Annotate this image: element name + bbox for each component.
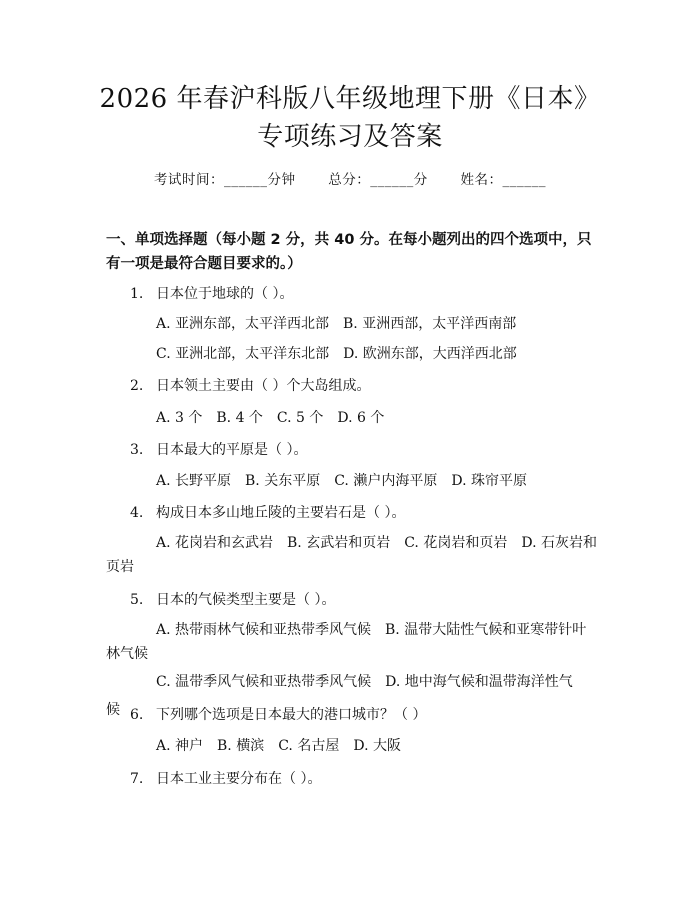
question-2-options [106, 404, 600, 432]
option-c: C. 温带季风气候和亚热带季风气候 [156, 674, 372, 690]
option-b: B. 亚洲西部，太平洋西南部 [343, 316, 517, 332]
option-c: C. 名古屋 [278, 738, 340, 754]
question-4-options [106, 531, 600, 579]
exam-time-field: 考试时间：______分钟 [153, 172, 296, 188]
option-b: B. 温带大陆性气候和亚寒带针叶林气候 [106, 622, 587, 662]
option-b: B. 关东平原 [245, 473, 321, 489]
option-d: D. 欧洲东部，大西洋西北部 [343, 346, 517, 362]
exam-meta [0, 168, 700, 188]
option-b: B. 4 个 [216, 410, 263, 426]
option-c: C. 濑户内海平原 [334, 473, 438, 489]
option-a: A. 亚洲东部，太平洋西北部 [156, 316, 330, 332]
question-4 [106, 501, 600, 525]
option-a: A. 热带雨林气候和亚热带季风气候 [156, 622, 372, 638]
question-text: 日本的气候类型主要是（ ）。 [156, 592, 336, 608]
total-score-field: 总分：______分 [328, 172, 428, 188]
question-text: 构成日本多山地丘陵的主要岩石是（ ）。 [156, 505, 406, 521]
question-number: 7. [130, 771, 144, 787]
question-7 [106, 767, 600, 791]
question-6 [106, 703, 600, 727]
question-text: 日本工业主要分布在（ ）。 [156, 771, 322, 787]
question-3-options [106, 467, 600, 495]
question-text: 日本位于地球的（ ）。 [156, 286, 294, 302]
option-c: C. 5 个 [276, 410, 324, 426]
question-number: 1. [130, 286, 144, 302]
question-1 [106, 282, 600, 306]
document-title: 2026 年春沪科版八年级地理下册《日本》专项练习及答案 [99, 84, 601, 152]
option-a: A. 花岗岩和玄武岩 [156, 535, 274, 551]
option-d: D. 珠帘平原 [451, 473, 527, 489]
question-2 [106, 374, 600, 398]
option-a: A. 神户 [156, 738, 204, 754]
question-5 [106, 588, 600, 612]
name-field: 姓名：______ [460, 172, 547, 188]
question-number: 2. [130, 378, 144, 394]
question-3 [106, 438, 600, 462]
question-text: 日本最大的平原是（ ）。 [156, 442, 308, 458]
option-c: C. 花岗岩和页岩 [404, 535, 508, 551]
option-d: D. 地中海气候和温带海洋性气候 [106, 674, 573, 718]
option-b: B. 横滨 [217, 738, 265, 754]
question-1-options-row1 [106, 310, 600, 338]
question-number: 6. [130, 707, 144, 723]
option-c: C. 亚洲北部，太平洋东北部 [156, 346, 330, 362]
question-6-options [106, 732, 600, 760]
question-number: 4. [130, 505, 144, 521]
option-d: D. 6 个 [337, 410, 385, 426]
option-b: B. 玄武岩和页岩 [287, 535, 391, 551]
section-heading: 一、单项选择题（每小题 2 分，共 40 分。在每小题列出的四个选项中，只有一项是最符合题目要求的。） [106, 232, 592, 272]
option-d: D. 大阪 [353, 738, 401, 754]
option-d: D. 石灰岩和页岩 [106, 535, 597, 575]
question-text: 日本领土主要由（ ）个大岛组成。 [156, 378, 371, 394]
question-number: 3. [130, 442, 144, 458]
option-a: A. 长野平原 [156, 473, 232, 489]
question-number: 5. [130, 592, 144, 608]
question-5-options-row1 [106, 618, 600, 666]
question-text: 下列哪个选项是日本最大的港口城市？（ ） [156, 707, 427, 723]
option-a: A. 3 个 [156, 410, 203, 426]
question-1-options-row2 [106, 340, 600, 368]
